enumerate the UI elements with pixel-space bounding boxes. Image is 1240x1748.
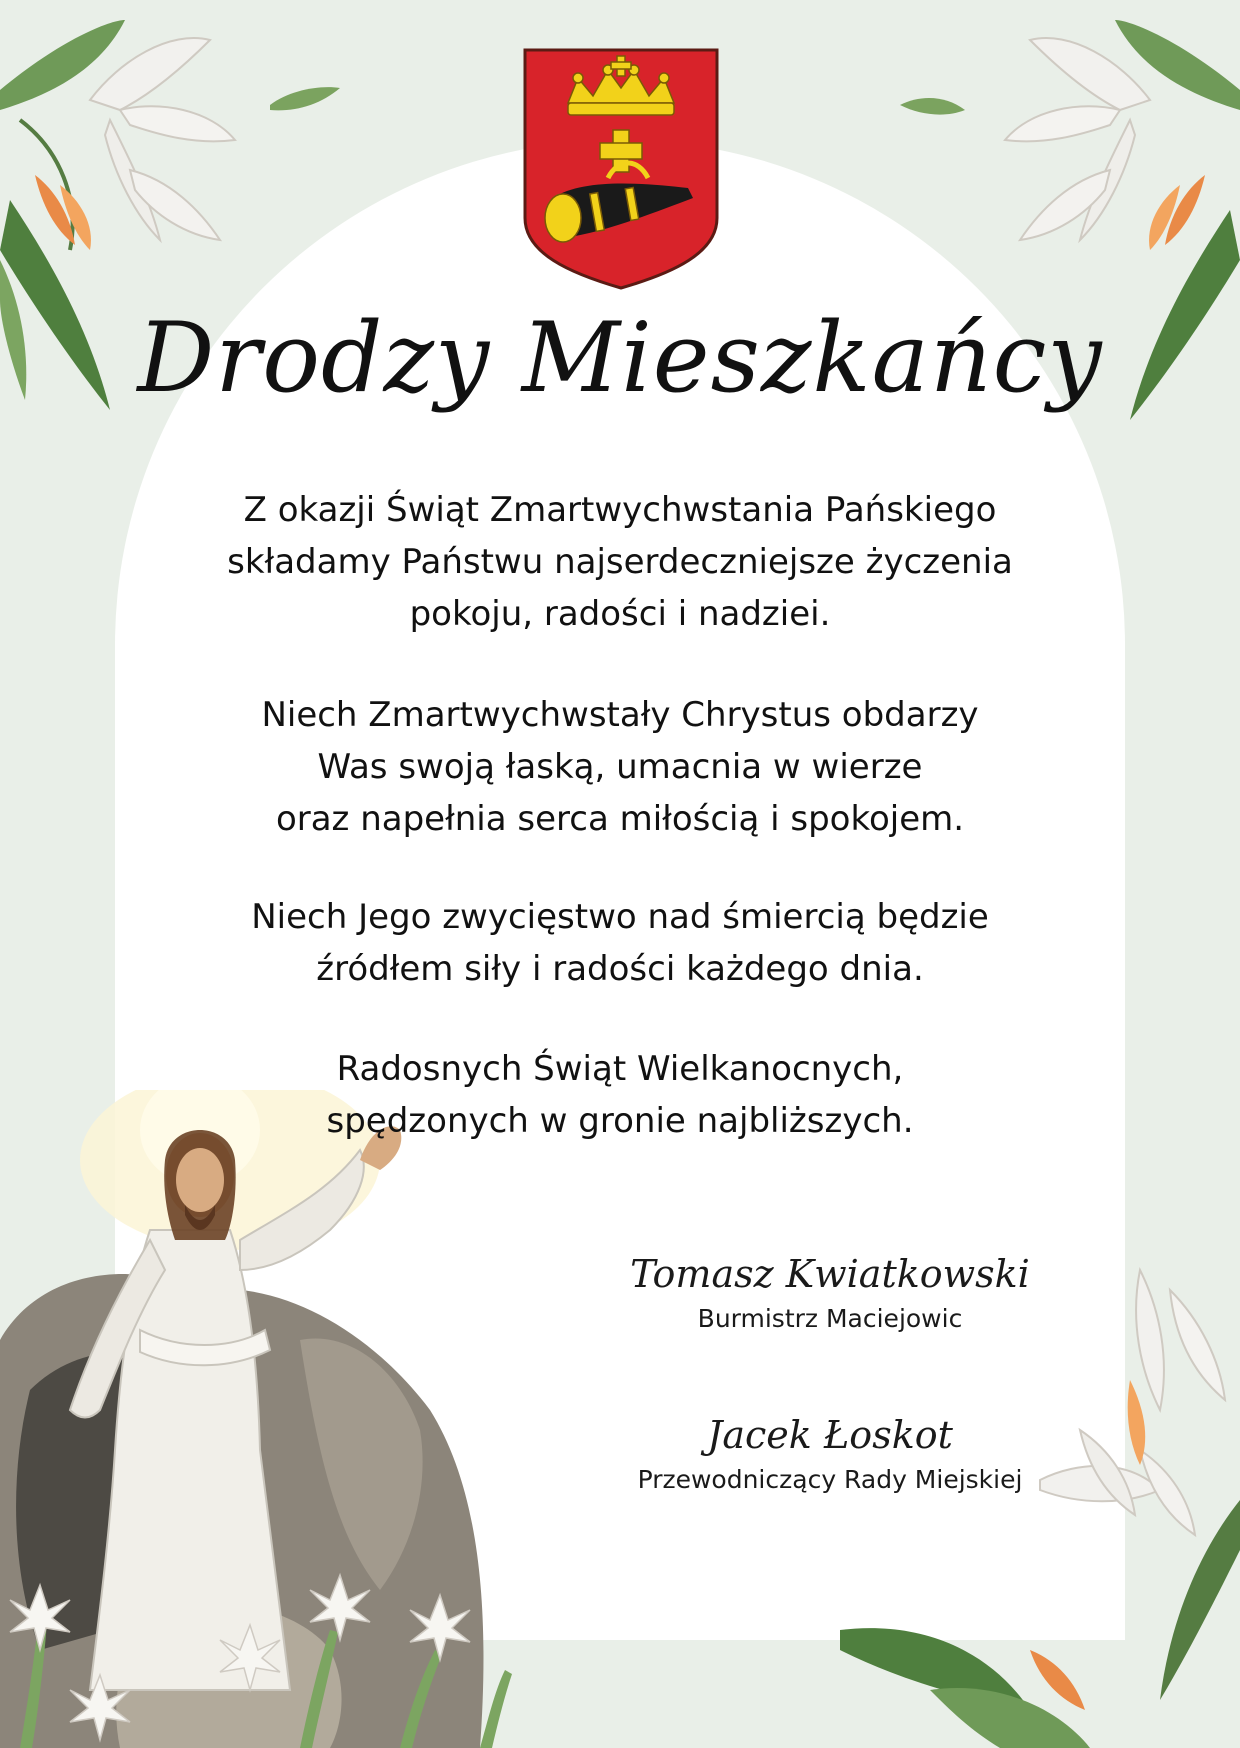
message-line: Radosnych Świąt Wielkanocnych, — [336, 1049, 904, 1089]
greeting-title: Drodzy Mieszkańcy — [137, 302, 1103, 414]
message-line: składamy Państwu najserdeczniejsze życzenia — [227, 542, 1013, 582]
message-line: źródłem siły i radości każdego dnia. — [316, 949, 924, 989]
message-line: Niech Jego zwycięstwo nad śmiercią będzie — [251, 897, 989, 937]
signature-block-council-chair — [580, 1413, 1080, 1494]
signature-block-mayor — [580, 1252, 1080, 1333]
message-line: oraz napełnia serca miłością i spokojem. — [275, 799, 965, 839]
message-line: Z okazji Świąt Zmartwychwstania Pańskiego — [243, 490, 997, 530]
message-paragraph-4 — [140, 1043, 1100, 1147]
signature-role: Burmistrz Maciejowic — [697, 1304, 963, 1333]
message-paragraph-2 — [140, 689, 1100, 845]
message-line: pokoju, radości i nadziei. — [409, 594, 831, 634]
risen-christ-illustration — [0, 1090, 540, 1748]
message-line: Was swoją łaską, umacnia w wierze — [317, 747, 923, 787]
signature-name: Jacek Łoskot — [707, 1413, 953, 1457]
coat-of-arms-icon — [523, 48, 719, 290]
message-line: Niech Zmartwychwstały Chrystus obdarzy — [261, 695, 979, 735]
message-line: spędzonych w gronie najbliższych. — [326, 1101, 914, 1141]
message-paragraph-3 — [140, 891, 1100, 995]
message-paragraph-1 — [140, 484, 1100, 640]
signature-role: Przewodniczący Rady Miejskiej — [637, 1465, 1023, 1494]
signature-name: Tomasz Kwiatkowski — [630, 1252, 1030, 1296]
